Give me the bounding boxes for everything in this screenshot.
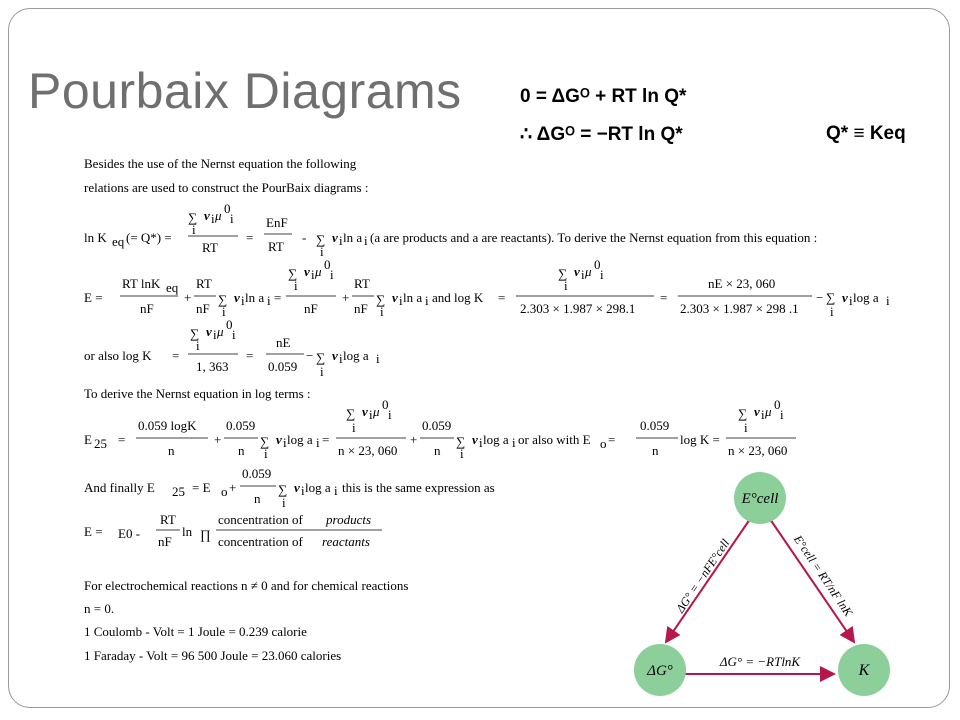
- equals: =: [246, 230, 254, 245]
- eq6-den2b: reactants: [322, 534, 370, 549]
- sum-symbol: ∑: [278, 482, 288, 497]
- equation-finally: [80, 464, 560, 514]
- mu-symbol: μ: [765, 404, 772, 419]
- eq3-den2: 0.059: [268, 359, 298, 374]
- edge-bottom-label: ΔG° = −RTlnK: [719, 654, 801, 669]
- sum-symbol: ∑: [346, 406, 356, 421]
- equals: =: [118, 432, 126, 447]
- sub-i: i: [339, 351, 343, 366]
- arrow-left-edge: [666, 522, 748, 642]
- sub-o: o: [221, 484, 228, 499]
- sum-symbol: ∑: [190, 326, 200, 341]
- eq4-logK: log K =: [680, 432, 720, 447]
- edge-right-label: E°cell = RT/nF lnK: [791, 532, 856, 619]
- sum-symbol: ∑: [826, 290, 836, 305]
- eq4-num4: 0.059: [422, 418, 452, 433]
- eq6-ln: ln: [182, 524, 193, 539]
- log-a-label: log a: [483, 432, 509, 447]
- sub-i: i: [388, 407, 392, 422]
- equals: =: [608, 432, 616, 447]
- equals: =: [274, 290, 282, 305]
- sub-i: i: [301, 483, 305, 498]
- intro-line-1: Besides the use of the Nernst equation the following: [84, 156, 357, 171]
- thermo-triangle-diagram: [628, 470, 898, 700]
- sub-i: i: [232, 327, 236, 342]
- ln-a-label: ln a: [245, 290, 265, 305]
- header-equation-2: [520, 123, 683, 146]
- eq4-den1: n: [168, 443, 175, 458]
- sum-index-i: i: [282, 495, 286, 510]
- eq1-sub: eq: [112, 234, 125, 249]
- sum-index-i: i: [222, 304, 226, 319]
- eq6-den2: concentration of: [218, 534, 303, 549]
- eq2-num1: RT lnK: [122, 276, 161, 291]
- equals: =: [172, 348, 180, 363]
- eq4-den5: n: [652, 443, 659, 458]
- eq1-note: (a are products and a are reactants). To derive the Nernst equation from this equation :: [370, 230, 818, 245]
- eq6-den1: nF: [158, 534, 172, 549]
- eq4-den6: n × 23, 060: [728, 443, 788, 458]
- nu-symbol: ν: [392, 290, 398, 305]
- nu-symbol: ν: [332, 230, 338, 245]
- eq4-also: or also with E: [518, 432, 591, 447]
- equation-concentration: [80, 510, 500, 554]
- equals: =: [322, 432, 330, 447]
- eq6-E0: E0 -: [118, 526, 141, 541]
- eq2-num5: nE × 23, 060: [708, 276, 776, 291]
- sup-0: 0: [774, 397, 781, 412]
- sum-symbol: ∑: [260, 434, 270, 449]
- minus: −: [816, 290, 824, 305]
- sub-i: i: [849, 293, 853, 308]
- minus: -: [302, 230, 307, 245]
- sum-symbol: ∑: [316, 350, 326, 365]
- header-eq1-text: 0 = ΔGᴼ + RT ln Q*: [520, 86, 687, 107]
- header-eq2-text: ∴ ΔGᴼ = −RT ln Q*: [520, 124, 683, 145]
- sum-index-i: i: [460, 446, 464, 461]
- sub-i: i: [311, 267, 315, 282]
- sub-i: i: [230, 211, 234, 226]
- sum-index-i: i: [320, 244, 324, 259]
- eq4-num2: 0.059: [226, 418, 256, 433]
- eq4-E: E: [84, 432, 92, 447]
- sub-i: i: [316, 435, 320, 450]
- sub-i: i: [581, 267, 585, 282]
- note-line-3: 1 Coulomb - Volt = 1 Joule = 0.239 calorie: [84, 624, 307, 639]
- eq2-den3: nF: [304, 301, 318, 316]
- sub-i: i: [213, 327, 217, 342]
- equation-E25: [80, 397, 940, 464]
- sub-i: i: [267, 293, 271, 308]
- sub-i: i: [886, 293, 890, 308]
- equals: =: [498, 290, 506, 305]
- log-a-label: log a: [287, 432, 313, 447]
- mu-symbol: μ: [217, 324, 224, 339]
- mu-symbol: μ: [373, 404, 380, 419]
- sum-index-i: i: [264, 446, 268, 461]
- eq2-den2b: nF: [354, 301, 368, 316]
- sub-i: i: [364, 233, 368, 248]
- eq2-den4: 2.303 × 1.987 × 298.1: [520, 301, 636, 316]
- eq5-mid: = E: [192, 480, 211, 495]
- eq5-tail: log a: [305, 480, 331, 495]
- eq4-sub: 25: [94, 436, 107, 451]
- header-eq3-text: Q* ≡ Keq: [826, 123, 906, 144]
- sub-eq: eq: [166, 280, 179, 295]
- nu-symbol: ν: [276, 432, 282, 447]
- sum-symbol: ∑: [316, 232, 326, 247]
- sum-index-i: i: [380, 304, 384, 319]
- eq5-den: n: [254, 491, 261, 506]
- sub-i: i: [399, 293, 403, 308]
- sub-i: i: [334, 483, 338, 498]
- plus: +: [229, 480, 237, 495]
- sub-i: i: [241, 293, 245, 308]
- sub-i: i: [479, 435, 483, 450]
- sup-0: 0: [382, 397, 389, 412]
- eq1-den: RT: [202, 240, 218, 255]
- plus: +: [184, 290, 192, 305]
- sub-i: i: [376, 351, 380, 366]
- eq4-den4: n: [434, 443, 441, 458]
- nu-symbol: ν: [362, 404, 368, 419]
- nu-symbol: ν: [472, 432, 478, 447]
- eq2-den1: nF: [140, 301, 154, 316]
- eq4-num1: 0.059 logK: [138, 418, 197, 433]
- sub-i: i: [211, 211, 215, 226]
- equation-ln-keq: [80, 198, 940, 260]
- product-symbol: ∏: [200, 527, 211, 542]
- sum-symbol: ∑: [558, 266, 568, 281]
- sum-index-i: i: [830, 304, 834, 319]
- plus: +: [214, 432, 222, 447]
- mu-symbol: μ: [215, 208, 222, 223]
- equation-E-nernst: [80, 257, 940, 322]
- node-deltaG-label: ΔG°: [647, 663, 673, 679]
- eq6-num2b: products: [326, 512, 372, 527]
- equation-log-K: [80, 317, 480, 380]
- plus: +: [342, 290, 350, 305]
- sum-index-i: i: [196, 338, 200, 353]
- nu-symbol: ν: [294, 480, 300, 495]
- eq3-lhs: or also log K: [84, 348, 152, 363]
- sum-symbol: ∑: [288, 266, 298, 281]
- sub-o: o: [600, 436, 607, 451]
- eq5-end: this is the same expression as: [342, 480, 495, 495]
- sub-i: i: [339, 233, 343, 248]
- sub-i: i: [283, 435, 287, 450]
- equals: =: [660, 290, 668, 305]
- header-equation-3: [826, 123, 906, 145]
- eq1-den2: RT: [268, 239, 284, 254]
- mu-symbol: μ: [585, 264, 592, 279]
- sub-i: i: [780, 407, 784, 422]
- eq5-num: 0.059: [242, 466, 272, 481]
- sum-symbol: ∑: [218, 292, 228, 307]
- sub-i: i: [761, 407, 765, 422]
- eq4-num5: 0.059: [640, 418, 670, 433]
- slide-title: Pourbaix Diagrams: [28, 63, 462, 119]
- sum-symbol: ∑: [738, 406, 748, 421]
- eq2-den2: nF: [196, 301, 210, 316]
- eq2-den5: 2.303 × 1.987 × 298 .1: [680, 301, 799, 316]
- note-line-4: 1 Faraday - Volt = 96 500 Joule = 23.060 calories: [84, 648, 342, 663]
- edge-left-label: ΔG° = −nFE°cell: [672, 536, 733, 616]
- equals: =: [246, 348, 254, 363]
- eq6-E: E =: [84, 524, 103, 539]
- sup-0: 0: [226, 317, 233, 332]
- derive-log-line: To derive the Nernst equation in log terms :: [84, 386, 311, 401]
- sum-index-i: i: [352, 420, 356, 435]
- sum-symbol: ∑: [456, 434, 466, 449]
- sup-0: 0: [224, 201, 231, 216]
- eq3-num2: nE: [276, 335, 291, 350]
- eq2-and: and log K: [432, 290, 484, 305]
- sum-index-i: i: [320, 364, 324, 379]
- ln-a-label: ln a: [403, 290, 423, 305]
- sub-i: i: [425, 293, 429, 308]
- eq1-num2: EnF: [266, 215, 288, 230]
- sum-index-i: i: [564, 278, 568, 293]
- sub-i: i: [600, 267, 604, 282]
- nu-symbol: ν: [332, 348, 338, 363]
- eq3-den1: 1, 363: [196, 359, 229, 374]
- eq6-num1: RT: [160, 512, 176, 527]
- sum-symbol: ∑: [188, 210, 198, 225]
- nu-symbol: ν: [574, 264, 580, 279]
- intro-line-2: relations are used to construct the PourBaix diagrams :: [84, 180, 369, 195]
- eq2-num2b: RT: [354, 276, 370, 291]
- eq3-tail: log a: [343, 348, 369, 363]
- mu-symbol: μ: [315, 264, 322, 279]
- eq4-den2: n: [238, 443, 245, 458]
- eq2-E: E =: [84, 290, 103, 305]
- minus: −: [306, 348, 314, 363]
- sub-i: i: [369, 407, 373, 422]
- eq5-lead: And finally E: [84, 480, 155, 495]
- sum-index-i: i: [192, 222, 196, 237]
- sup-0: 0: [324, 257, 331, 272]
- nu-symbol: ν: [206, 324, 212, 339]
- eq1-mid: (= Q*) =: [126, 230, 172, 245]
- eq2-tail: log a: [853, 290, 879, 305]
- sum-symbol: ∑: [376, 292, 386, 307]
- sum-index-i: i: [294, 278, 298, 293]
- sum-index-i: i: [744, 420, 748, 435]
- node-K-label: K: [858, 662, 870, 679]
- nu-symbol: ν: [754, 404, 760, 419]
- eq6-num2: concentration of: [218, 512, 303, 527]
- plus: +: [410, 432, 418, 447]
- arrow-right-edge: [772, 522, 854, 642]
- eq4-den3: n × 23, 060: [338, 443, 398, 458]
- nu-symbol: ν: [304, 264, 310, 279]
- eq1-lhs: ln K: [84, 230, 107, 245]
- note-line-1: For electrochemical reactions n ≠ 0 and for chemical reactions: [84, 578, 409, 593]
- nu-symbol: ν: [842, 290, 848, 305]
- sup-0: 0: [594, 257, 601, 272]
- eq1-tail: ln a: [343, 230, 363, 245]
- note-line-2: n = 0.: [84, 601, 115, 616]
- sub-i: i: [330, 267, 334, 282]
- nu-symbol: ν: [234, 290, 240, 305]
- eq2-num2: RT: [196, 276, 212, 291]
- header-equation-1: [520, 86, 686, 108]
- sub-i: i: [512, 435, 516, 450]
- eq5-sub: 25: [172, 484, 185, 499]
- node-ecell-label: E°cell: [741, 491, 779, 507]
- nu-symbol: ν: [204, 208, 210, 223]
